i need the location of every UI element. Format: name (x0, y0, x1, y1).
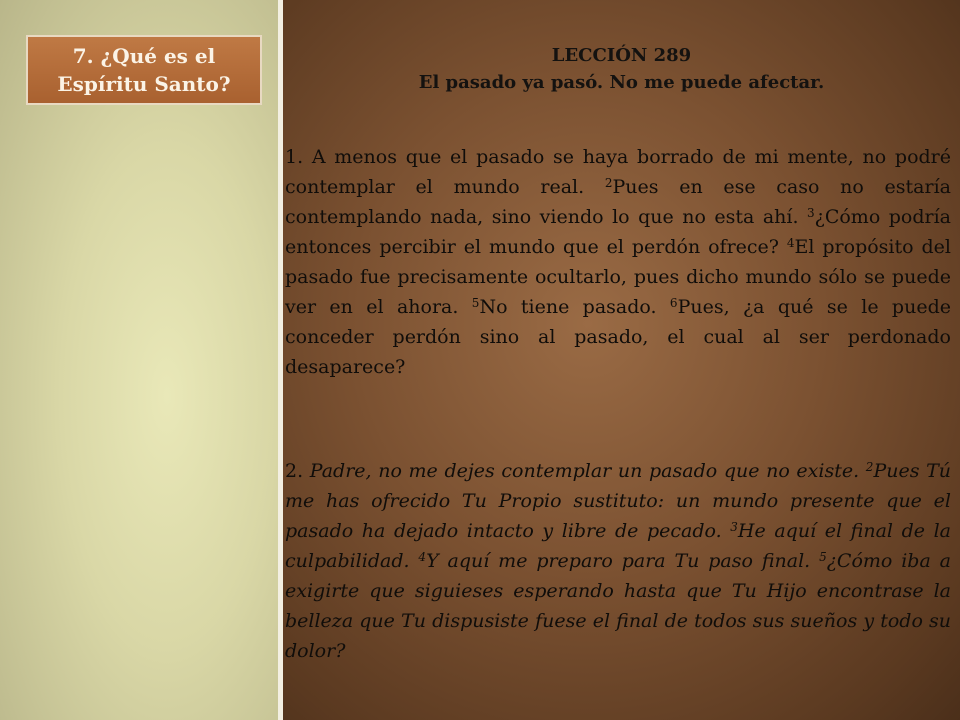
lesson-header (283, 42, 960, 96)
sentence: Padre, no me dejes contemplar un pasado que no existe. (303, 460, 866, 482)
verse-number: 4 (418, 550, 427, 564)
paragraph-number: 2. (285, 460, 304, 482)
verse-number: 2 (865, 460, 874, 474)
verse-number: 2 (604, 176, 613, 190)
sentence: El propósito del pasado fue precisamente ocultarlo, pues dicho mundo sólo se puede ver en el ahora. (285, 236, 951, 318)
sentence: Y aquí me preparo para Tu paso final. (426, 550, 820, 572)
lesson-number: LECCIÓN 289 (551, 45, 692, 66)
sentence: ¿Cómo iba a exigirte que siguieses esperando hasta que Tu Hijo encontrase la belleza que Tu dispusiste fuese el final de todos sus sueños y todo su dolor? (285, 550, 951, 662)
section-title: 7. ¿Qué es el Espíritu Santo? (57, 44, 231, 96)
verse-number: 3 (807, 206, 815, 220)
paragraph-number: 1. (285, 146, 304, 168)
verse-number: 5 (819, 550, 827, 564)
paragraph-2 (285, 456, 951, 666)
lesson-subtitle: El pasado ya pasó. No me puede afectar. (418, 72, 825, 93)
sentence: Pues en ese caso no estaría contemplando nada, sino viendo lo que no esta ahí. (285, 176, 951, 228)
paragraph-1 (285, 142, 951, 382)
sentence: No tiene pasado. (479, 296, 670, 318)
left-panel (0, 0, 278, 720)
verse-number: 5 (471, 296, 480, 310)
verse-number: 3 (730, 520, 738, 534)
sentence: A menos que el pasado se haya borrado de mi mente, no podré contemplar el mundo real. (285, 146, 951, 198)
sentence: He aquí el final de la culpabilidad. (285, 520, 951, 572)
verse-number: 4 (786, 236, 795, 250)
sentence: Pues Tú me has ofrecido Tu Propio sustituto: un mundo presente que el pasado ha dejado intacto y libre de pecado. (285, 460, 952, 542)
sentence: ¿Cómo podría entonces percibir el mundo que el perdón ofrece? (285, 206, 951, 258)
verse-number: 6 (669, 296, 678, 310)
section-title-box (26, 35, 262, 105)
sentence: Pues, ¿a qué se le puede conceder perdón sino al pasado, el cual al ser perdonado desaparece? (285, 296, 951, 378)
